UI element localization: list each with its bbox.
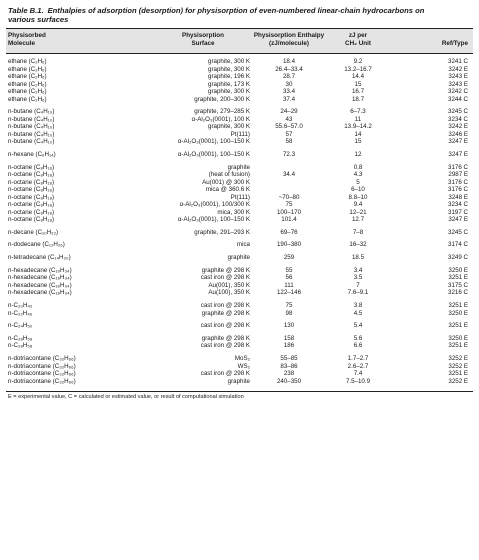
table-row [6, 194, 473, 202]
cell-ref: 3244 C [448, 95, 468, 103]
cell-enthalpy: 43 [285, 115, 293, 123]
cell-ref: 3250 E [448, 309, 468, 317]
cell-per-unit: 6–7.3 [350, 108, 366, 116]
cell-surface: mica, 300 K [217, 208, 250, 216]
cell-surface: graphite, 291–293 K [194, 228, 250, 236]
cell-surface: cast iron @ 298 K [200, 370, 250, 378]
cell-per-unit: 6–10 [351, 186, 365, 194]
table-row [6, 81, 473, 89]
cell-ref: 3250 E [448, 266, 468, 274]
cell-molecule: n-C₂₀H₄₂ [8, 302, 33, 309]
footer-rule [6, 391, 473, 392]
cell-ref: 3241 C [448, 58, 468, 65]
table-row [6, 88, 473, 96]
cell-molecule: n-octane (C₈H₁₈) [8, 201, 55, 209]
table-row [6, 322, 473, 330]
cell-molecule: n-octane (C₈H₁₈) [8, 186, 55, 194]
cell-surface: graphite @ 298 K [201, 334, 250, 342]
cell-per-unit: 18.7 [351, 95, 365, 103]
header-ref: Ref/Type [441, 40, 468, 47]
table-row [6, 229, 473, 237]
cell-per-unit: 15 [354, 138, 362, 146]
cell-molecule: n-octane (C₈H₁₈) [8, 208, 55, 216]
cell-enthalpy: 75 [285, 302, 293, 309]
cell-per-unit: 13.2–16.7 [344, 65, 372, 73]
cell-ref: 3247 E [448, 138, 468, 146]
table-label: Table B.1. [8, 6, 44, 15]
cell-enthalpy: 238 [283, 370, 295, 378]
cell-surface: graphite [227, 254, 250, 262]
cell-ref: 3251 E [448, 370, 468, 378]
cell-per-unit: 7.6–9.1 [347, 289, 369, 297]
cell-enthalpy: 55–85 [280, 355, 298, 363]
cell-surface: graphite, 300 K [208, 123, 250, 131]
table-row [6, 96, 473, 104]
cell-molecule: ethane (C₂H₆) [8, 95, 47, 103]
cell-ref: 3243 E [448, 80, 468, 88]
cell-enthalpy: 75 [285, 201, 293, 209]
cell-enthalpy: 58 [285, 138, 293, 146]
cell-surface: graphite @ 298 K [201, 309, 250, 317]
table-row [6, 370, 473, 378]
cell-per-unit: 14 [354, 130, 362, 138]
cell-surface: (heat of fusion) [208, 171, 250, 179]
table-row [6, 186, 473, 194]
cell-molecule: ethane (C₂H₆) [8, 58, 47, 65]
table-row [6, 289, 473, 297]
cell-enthalpy: 259 [283, 254, 295, 262]
cell-ref: 3251 E [448, 322, 468, 330]
cell-per-unit: 5.6 [353, 334, 363, 342]
cell-molecule: ethane (C₂H₆) [8, 80, 47, 88]
cell-ref: 3252 E [448, 355, 468, 363]
table-row [6, 164, 473, 172]
cell-enthalpy: 34.4 [282, 171, 296, 179]
cell-ref: 3251 E [448, 342, 468, 350]
cell-ref: 3197 C [448, 208, 468, 216]
table-row [6, 241, 473, 249]
table-row [6, 310, 473, 318]
cell-enthalpy: 30 [285, 80, 293, 88]
cell-per-unit: 4.3 [353, 171, 363, 179]
header-per-unit: zJ per CH₂ Unit [345, 32, 371, 47]
cell-enthalpy: 72.3 [282, 150, 296, 158]
cell-enthalpy: 98 [285, 309, 293, 317]
table-row [6, 108, 473, 116]
cell-per-unit: 6.6 [353, 342, 363, 350]
table-row [6, 73, 473, 81]
cell-molecule: n-decane (C₁₀H₂₂) [8, 228, 59, 236]
header-enthalpy: Physisorption Enthalpy (zJ/molecule) [253, 32, 325, 47]
cell-per-unit: 16.7 [351, 88, 365, 95]
header-surface: Physisorption Surface [182, 32, 224, 47]
cell-enthalpy: 18.4 [282, 58, 296, 65]
cell-molecule: n-octane (C₈H₁₈) [8, 163, 55, 171]
table-row [6, 302, 473, 310]
cell-molecule: n-tetradecane (C₁₄H₃₀) [8, 254, 71, 262]
cell-surface: cast iron @ 298 K [200, 342, 250, 350]
cell-surface: cast iron @ 298 K [200, 322, 250, 330]
cell-ref: 3234 C [448, 115, 468, 123]
cell-ref: 3176 C [448, 178, 468, 186]
table-row [6, 179, 473, 187]
cell-ref: 3250 E [448, 334, 468, 342]
cell-per-unit: 1.7–2.7 [347, 355, 369, 363]
table-row [6, 123, 473, 131]
cell-per-unit: 7 [356, 281, 360, 289]
table-row [6, 254, 473, 262]
cell-surface: Au(001), 350 K [208, 281, 250, 289]
cell-ref: 3247 E [448, 150, 468, 158]
table-row [6, 151, 473, 159]
cell-ref: 3176 C [448, 163, 468, 171]
cell-enthalpy: 69–76 [280, 228, 298, 236]
cell-per-unit: 3.8 [353, 302, 363, 309]
cell-enthalpy: 55 [285, 266, 293, 274]
cell-ref: 2987 E [448, 171, 468, 179]
cell-per-unit: 9.4 [353, 201, 363, 209]
cell-molecule: n-dotriacontane (C₃₂H₆₆) [8, 370, 76, 378]
cell-surface: cast iron @ 298 K [200, 302, 250, 309]
cell-ref: 3249 C [448, 254, 468, 262]
cell-per-unit: 15 [354, 80, 362, 88]
cell-surface: graphite @ 298 K [201, 266, 250, 274]
table-body [6, 58, 473, 385]
cell-enthalpy: 190–380 [276, 241, 302, 249]
cell-surface: Au(100), 350 K [208, 289, 250, 297]
cell-enthalpy: 33.4 [282, 88, 296, 95]
cell-surface: α-Al₂O₃(0001), 100–150 K [177, 150, 250, 158]
table-row [6, 66, 473, 74]
cell-molecule: n-octane (C₈H₁₈) [8, 216, 55, 224]
table-row [6, 267, 473, 275]
cell-molecule: n-dodecane (C₁₂H₂₆) [8, 241, 65, 249]
cell-surface: graphite, 300 K [208, 88, 250, 95]
table-row [6, 171, 473, 179]
cell-ref: 3247 E [448, 216, 468, 224]
cell-ref: 3242 C [448, 88, 468, 95]
table-row [6, 138, 473, 146]
cell-surface: graphite, 196 K [208, 73, 250, 80]
cell-surface: graphite [227, 377, 250, 385]
cell-per-unit: 12–21 [349, 208, 367, 216]
cell-molecule: ethane (C₂H₆) [8, 65, 47, 73]
cell-surface: WS₂ [237, 362, 250, 370]
table-header [6, 28, 473, 54]
table-title: Enthalpies of adsorption (desorption) for physisorption of even-numbered linear-chain hydrocarbons on various surfaces [8, 6, 425, 24]
cell-per-unit: 12.7 [351, 216, 365, 224]
cell-enthalpy: 28.7 [282, 73, 296, 80]
cell-molecule: n-octane (C₈H₁₈) [8, 193, 55, 201]
cell-molecule: n-dotriacontane (C₃₂H₆₆) [8, 377, 76, 385]
cell-surface: graphite [227, 163, 250, 171]
cell-enthalpy: 57 [285, 130, 293, 138]
cell-enthalpy: 101.4 [281, 216, 297, 224]
cell-surface: graphite, 200–300 K [194, 95, 250, 103]
cell-ref: 3175 C [448, 281, 468, 289]
table-row [6, 201, 473, 209]
cell-enthalpy: 56 [285, 274, 293, 282]
table-caption [8, 6, 453, 24]
cell-molecule: ethane (C₂H₆) [8, 73, 47, 80]
header-molecule: Physisorbed Molecule [8, 32, 46, 47]
cell-ref: 3243 E [448, 73, 468, 80]
cell-per-unit: 18.5 [351, 254, 365, 262]
cell-molecule: n-hexadecane (C₁₆H₃₄) [8, 266, 72, 274]
cell-molecule: n-C₂₂H₄₆ [8, 309, 33, 317]
cell-ref: 3242 E [448, 123, 468, 131]
cell-ref: 3216 C [448, 289, 468, 297]
table-row [6, 274, 473, 282]
cell-per-unit: 0.8 [353, 163, 363, 171]
cell-ref: 3245 C [448, 228, 468, 236]
table-row [6, 335, 473, 343]
cell-molecule: n-octane (C₈H₁₈) [8, 171, 55, 179]
cell-enthalpy: 83–86 [280, 362, 298, 370]
cell-ref: 3176 C [448, 186, 468, 194]
cell-surface: mica [236, 241, 250, 249]
cell-surface: α-Al₂O₃(0001), 100/300 K [179, 201, 250, 209]
table-row [6, 216, 473, 224]
cell-surface: α-Al₂O₃(0001), 100–150 K [177, 138, 250, 146]
cell-surface: graphite, 279–285 K [194, 108, 250, 116]
table-row [6, 355, 473, 363]
cell-molecule: n-hexadecane (C₁₆H₃₄) [8, 289, 72, 297]
cell-ref: 3242 E [448, 65, 468, 73]
cell-molecule: n-hexadecane (C₁₆H₃₄) [8, 274, 72, 282]
cell-molecule: n-C₂₈H₅₈ [8, 334, 33, 342]
cell-molecule: n-hexadecane (C₁₆H₃₄) [8, 281, 72, 289]
cell-per-unit: 4.5 [353, 309, 363, 317]
cell-ref: 3174 C [448, 241, 468, 249]
cell-per-unit: 9.2 [353, 58, 363, 65]
cell-molecule: n-C₂₈H₅₈ [8, 342, 33, 350]
cell-molecule: n-butane (C₄H₁₀) [8, 130, 55, 138]
cell-enthalpy: 130 [283, 322, 295, 330]
cell-surface: MoS₂ [234, 355, 250, 363]
cell-surface: Pt(111) [230, 193, 250, 201]
cell-per-unit: 12 [354, 150, 362, 158]
cell-enthalpy: 111 [284, 281, 294, 289]
cell-molecule: n-butane (C₄H₁₀) [8, 108, 55, 116]
cell-per-unit: 8.8–10 [348, 193, 368, 201]
cell-surface: graphite, 173 K [208, 80, 250, 88]
table-row [6, 209, 473, 217]
cell-per-unit: 5.4 [353, 322, 363, 330]
cell-surface: graphite, 300 K [208, 58, 250, 65]
cell-per-unit: 16–32 [349, 241, 367, 249]
cell-ref: 3245 C [448, 108, 468, 116]
cell-enthalpy: 26.4–33.4 [275, 65, 303, 73]
cell-ref: 3246 E [448, 130, 468, 138]
table-row [6, 58, 473, 66]
cell-enthalpy: 240–350 [276, 377, 302, 385]
cell-molecule: n-dotriacontane (C₃₂H₆₆) [8, 362, 76, 370]
cell-per-unit: 7–8 [352, 228, 364, 236]
cell-enthalpy: 55.6–57.0 [275, 123, 303, 131]
cell-surface: Pt(111) [230, 130, 250, 138]
table-footnote: E = experimental value, C = calculated or estimated value, or result of computational simulation [8, 394, 244, 401]
cell-molecule: n-butane (C₄H₁₀) [8, 115, 55, 123]
table-row [6, 116, 473, 124]
cell-molecule: n-C₂₄H₅₀ [8, 322, 33, 330]
cell-surface: graphite, 300 K [208, 65, 250, 73]
table-row [6, 342, 473, 350]
cell-ref: 3251 E [448, 274, 468, 282]
cell-molecule: n-butane (C₄H₁₀) [8, 138, 55, 146]
cell-molecule: n-dotriacontane (C₃₂H₆₆) [8, 355, 76, 363]
cell-enthalpy: 24–29 [280, 108, 298, 116]
table-row [6, 282, 473, 290]
table-row [6, 131, 473, 139]
cell-enthalpy: 186 [283, 342, 295, 350]
cell-ref: 3251 E [448, 302, 468, 309]
cell-per-unit: 14.4 [351, 73, 365, 80]
cell-surface: Au(001) @ 300 K [202, 178, 250, 186]
cell-molecule: n-octane (C₈H₁₈) [8, 178, 55, 186]
cell-per-unit: 3.4 [353, 266, 363, 274]
cell-per-unit: 2.6–2.7 [347, 362, 369, 370]
cell-per-unit: 11 [354, 115, 362, 123]
table-row [6, 363, 473, 371]
cell-per-unit: 13.9–14.2 [344, 123, 372, 131]
cell-ref: 3252 E [448, 362, 468, 370]
cell-surface: cast iron @ 298 K [200, 274, 250, 282]
cell-molecule: n-hexane (C₆H₁₄) [8, 150, 56, 158]
cell-enthalpy: 37.4 [282, 95, 296, 103]
cell-surface: α-Al₂O₃(0001), 100 K [191, 115, 250, 123]
cell-per-unit: 7.4 [353, 370, 363, 378]
cell-molecule: n-butane (C₄H₁₀) [8, 123, 55, 131]
cell-ref: 3234 C [448, 201, 468, 209]
cell-per-unit: 5 [356, 178, 360, 186]
table-row [6, 378, 473, 386]
cell-surface: α-Al₂O₃(0001), 100–150 K [177, 216, 250, 224]
cell-molecule: ethane (C₂H₆) [8, 88, 47, 95]
cell-enthalpy: 158 [283, 334, 295, 342]
cell-ref: 3252 E [448, 377, 468, 385]
cell-enthalpy: ~70–80 [278, 193, 300, 201]
cell-ref: 3248 E [448, 193, 468, 201]
cell-per-unit: 3.5 [353, 274, 363, 282]
cell-enthalpy: 100–170 [276, 208, 302, 216]
cell-per-unit: 7.5–10.9 [345, 377, 371, 385]
cell-enthalpy: 122–146 [276, 289, 302, 297]
cell-surface: mica @ 360.6 K [205, 186, 250, 194]
